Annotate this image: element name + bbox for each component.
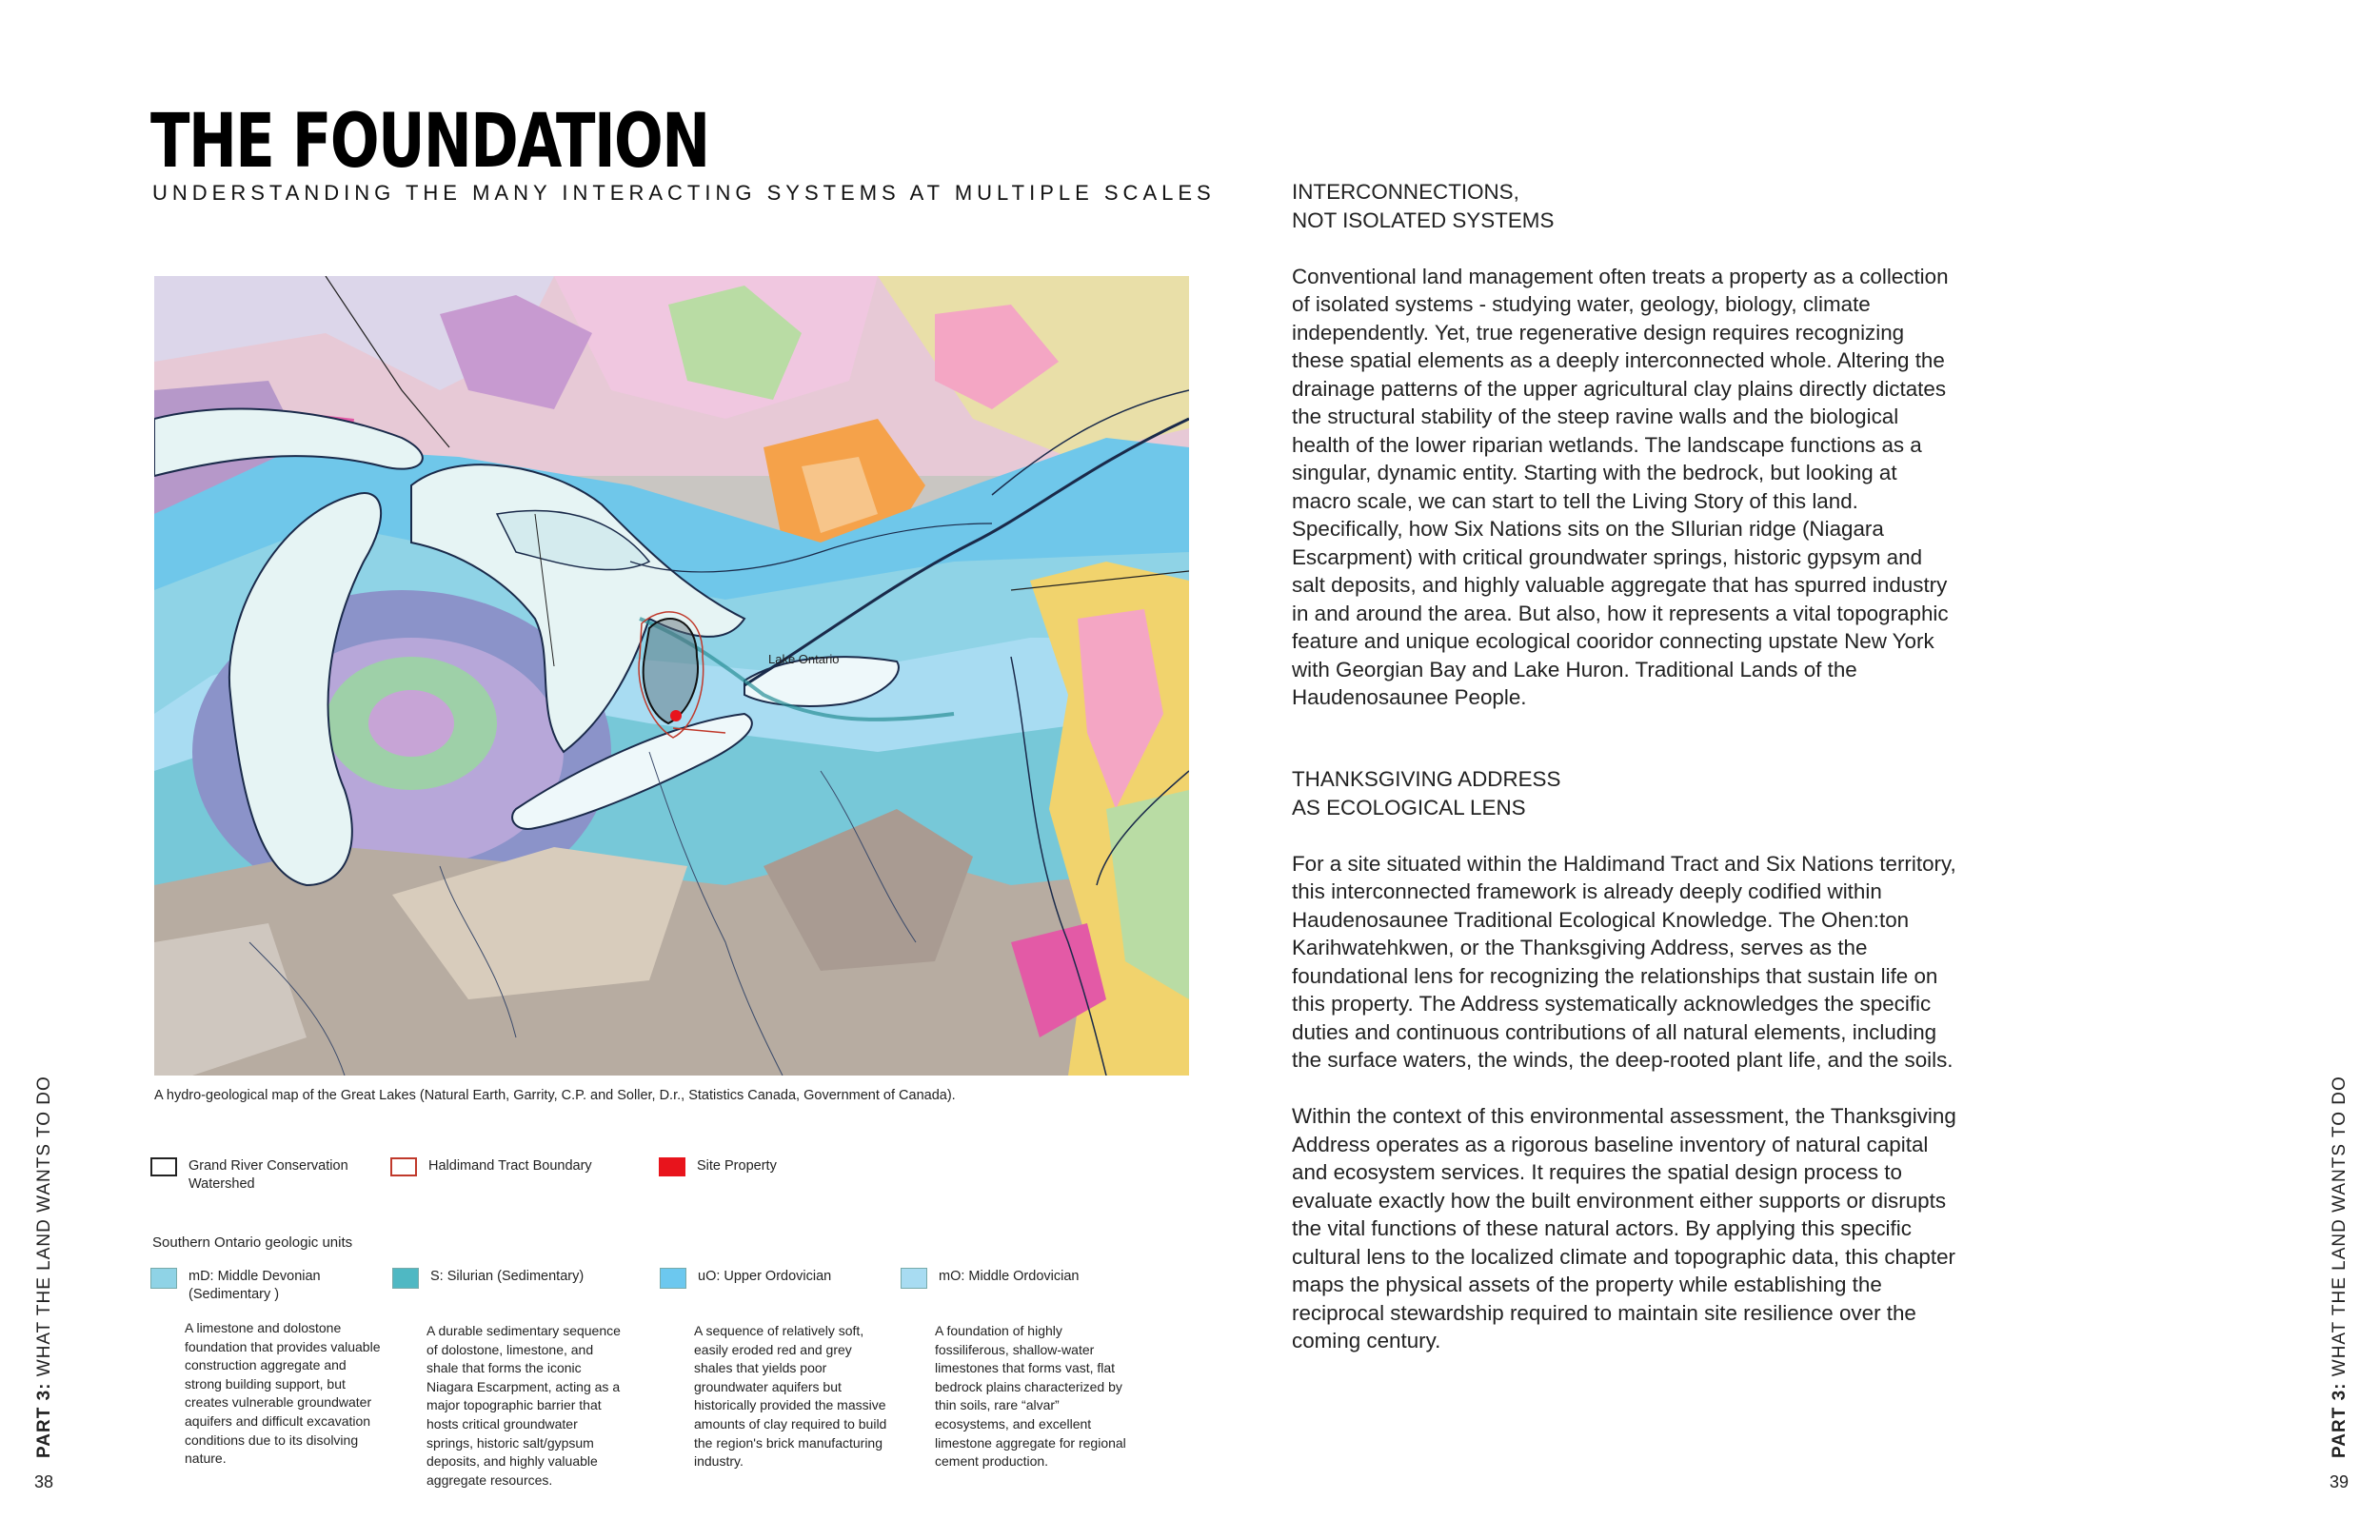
unit-middle-devonian <box>150 1268 381 1469</box>
middle-devonian-swatch <box>150 1268 177 1289</box>
section-heading-line2: NOT ISOLATED SYSTEMS <box>1292 207 1555 232</box>
left-running-head <box>34 1076 55 1458</box>
unit-description: A foundation of highly fossiliferous, shallow-water limestones that forms vast, flat bedrock plains characterized by thin soils, rare “alvar” ecosystems, and excellent limestone aggregate for regional cement production. <box>935 1323 1126 1470</box>
section-heading-line1: INTERCONNECTIONS, <box>1292 180 1519 204</box>
watershed-swatch <box>150 1157 177 1176</box>
legend-item-tract <box>390 1157 592 1176</box>
unit-description: A limestone and dolostone foundation that provides valuable construction aggregate and strong building support, but creates vulnerable groundwater aquifers and difficult excavation conditions due to its disolving nature. <box>185 1320 381 1467</box>
part-label: PART 3: <box>34 1382 54 1458</box>
legend-item-site <box>659 1157 777 1176</box>
body-paragraph: Conventional land management often treats a property as a collection of isolated systems - studying water, geology, biology, climate independently. Yet, true regenerative design requires recognizing these spatial elements as a deeply interconnected whole. Altering the drainage patterns of the upper agricultural clay plains directly dictates the structural stability of the steep ravine walls and the biological health of the lower riparian wetlands. The landscape functions as a singular, dynamic entity. Starting with the bedrock, but looking at macro scale, we can start to tell the Living Story of this land. Specifically, how Six Nations sits on the SIlurian ridge (Niagara Escarpment) with critical groundwater springs, historic gypsym and salt deposits, and highly valuable aggregate that has spurred industry in and around the area. But also, how it represents a vital topographic feature and unique ecological cooridor connecting upstate New York with Georgian Bay and Lake Huron. Traditional Lands of the Haudenosaunee People. <box>1292 264 1949 709</box>
middle-ordovician-swatch <box>901 1268 927 1289</box>
legend-tract-label: Haldimand Tract Boundary <box>428 1158 592 1174</box>
part-title: WHAT THE LAND WANTS TO DO <box>34 1076 54 1383</box>
unit-upper-ordovician <box>660 1268 887 1471</box>
legend-watershed-label: Grand River Conservation Watershed <box>188 1158 348 1192</box>
map-caption: A hydro-geological map of the Great Lakes (Natural Earth, Garrity, C.P. and Soller, D.r., Statistics Canada, Government of Canada). <box>154 1088 956 1103</box>
section-interconnections <box>1292 178 1958 712</box>
body-paragraph: For a site situated within the Haldimand Tract and Six Nations territory, this interconnected framework is already deeply codified within Haudenosaunee Traditional Ecological Knowledge. The Ohen:ton Karihwatehkwen, or the Thanksgiving Address, serves as the foundational lens for recognizing the relationships that sustain life on this property. The Address systematically acknowledges the specific duties and continuous contributions of all natural elements, including the surface waters, the winds, the deep-rooted plant life, and the soils. <box>1292 851 1956 1072</box>
part-label: PART 3: <box>2330 1382 2350 1458</box>
section-heading-line2: AS ECOLOGICAL LENS <box>1292 795 1526 819</box>
unit-description: A sequence of relatively soft, easily eroded red and grey shales that yields poor groundwater aquifers but historically provided the massive amounts of clay required to build the region's brick manufacturing industry. <box>694 1323 887 1470</box>
unit-code: S: Silurian (Sedimentary) <box>430 1269 585 1284</box>
body-paragraph: Within the context of this environmental assessment, the Thanksgiving Address operates as a rigorous baseline inventory of natural capital and ecosystem services. It requires the spatial design process to evaluate exactly how the built environment either supports or disrupts the vital functions of these natural actors. By applying this specific cultural lens to the localized climate and topographic data, this chapter maps the physical assets of the property while establishing the reciprocal stewardship required to maintain site resilience over the coming century. <box>1292 1104 1956 1352</box>
legend-item-watershed <box>150 1157 369 1194</box>
section-thanksgiving <box>1292 765 1958 1355</box>
site-swatch <box>659 1157 685 1176</box>
unit-middle-ordovician <box>901 1268 1126 1471</box>
lake-ontario-label: Lake Ontario <box>768 652 840 666</box>
silurian-swatch <box>392 1268 419 1289</box>
unit-code: mD: Middle Devonian (Sedimentary ) <box>188 1269 321 1302</box>
unit-silurian <box>392 1268 621 1490</box>
right-page-number: 39 <box>2330 1472 2350 1491</box>
left-page-number: 38 <box>34 1472 54 1491</box>
section-heading-line1: THANKSGIVING ADDRESS <box>1292 767 1561 791</box>
legend-site-label: Site Property <box>697 1158 777 1174</box>
page-subtitle: UNDERSTANDING THE MANY INTERACTING SYSTEMS AT MULTIPLE SCALES <box>152 181 1216 205</box>
upper-ordovician-swatch <box>660 1268 686 1289</box>
hydro-geological-map <box>154 276 1189 1076</box>
page-title: THE FOUNDATION <box>150 99 709 185</box>
unit-description: A durable sedimentary sequence of dolostone, limestone, and shale that forms the iconic Niagara Escarpment, acting as a major topographic barrier that hosts critical groundwater springs, historic salt/gypsum deposits, and highly valuable aggregate resources. <box>426 1323 621 1488</box>
part-title: WHAT THE LAND WANTS TO DO <box>2330 1076 2350 1383</box>
unit-code: mO: Middle Ordovician <box>939 1269 1080 1284</box>
right-running-head <box>2330 1076 2350 1458</box>
tract-swatch <box>390 1157 417 1176</box>
geologic-units-heading: Southern Ontario geologic units <box>152 1234 353 1251</box>
unit-code: uO: Upper Ordovician <box>698 1269 832 1284</box>
